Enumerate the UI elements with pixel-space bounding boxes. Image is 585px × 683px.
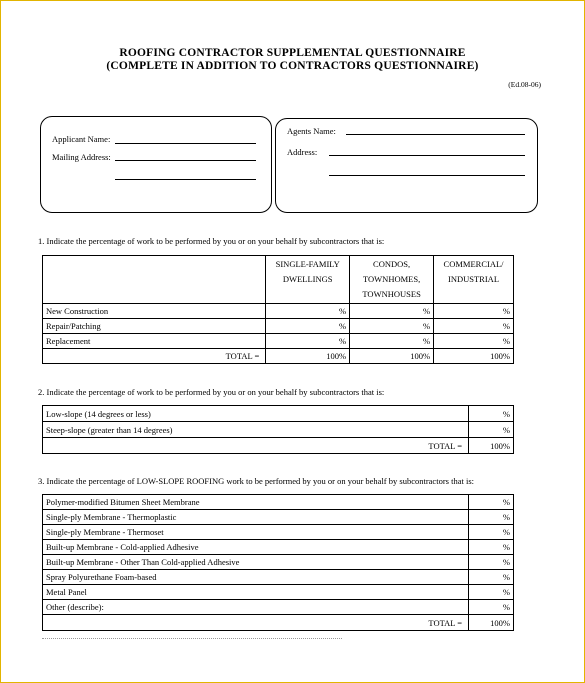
percent-input[interactable]: % <box>350 319 434 334</box>
agents-name-label: Agents Name: <box>287 126 336 136</box>
question-3-table <box>42 494 514 631</box>
table-row <box>43 304 514 319</box>
question-1-text: 1. Indicate the percentage of work to be performed by you or on your behalf by subcontractors that is: <box>38 236 385 246</box>
agent-box <box>275 118 538 213</box>
mailing-address-field-1[interactable] <box>115 160 256 161</box>
agent-address-label: Address: <box>287 147 318 157</box>
total-value: 100% <box>350 349 434 364</box>
total-value: 100% <box>469 438 514 454</box>
edition-label: (Ed.08-06) <box>508 80 541 89</box>
question-1-table <box>42 255 514 364</box>
total-label: TOTAL = <box>43 349 266 364</box>
percent-input[interactable]: % <box>434 304 514 319</box>
percent-input[interactable]: % <box>469 525 514 540</box>
row-label: Metal Panel <box>43 585 469 600</box>
percent-input[interactable]: % <box>469 600 514 615</box>
agents-name-field[interactable] <box>346 134 525 135</box>
table-row <box>43 334 514 349</box>
percent-input[interactable]: % <box>469 406 514 422</box>
row-label: Single-ply Membrane - Thermoplastic <box>43 510 469 525</box>
row-label: Steep-slope (greater than 14 degrees) <box>43 422 469 438</box>
q1-col-commercial <box>434 256 514 304</box>
table-row <box>43 585 514 600</box>
q1-header-blank <box>43 256 266 304</box>
percent-input[interactable]: % <box>266 319 350 334</box>
total-row <box>43 615 514 631</box>
q1-col-condos <box>350 256 434 304</box>
percent-input[interactable]: % <box>469 570 514 585</box>
row-label: Low-slope (14 degrees or less) <box>43 406 469 422</box>
form-subtitle: (COMPLETE IN ADDITION TO CONTRACTORS QUESTIONNAIRE) <box>106 60 479 72</box>
table-row <box>43 495 514 510</box>
total-value: 100% <box>469 615 514 631</box>
row-label: Single-ply Membrane - Thermoset <box>43 525 469 540</box>
q1-col-commercial-line1: COMMERCIAL/ <box>443 259 504 269</box>
row-label: Built-up Membrane - Other Than Cold-applied Adhesive <box>43 555 469 570</box>
row-label: Built-up Membrane - Cold-applied Adhesive <box>43 540 469 555</box>
percent-input[interactable]: % <box>469 585 514 600</box>
row-label: Spray Polyurethane Foam-based <box>43 570 469 585</box>
row-label: Other (describe): <box>43 600 469 615</box>
mailing-address-field-2[interactable] <box>115 179 256 180</box>
percent-input[interactable]: % <box>434 334 514 349</box>
q1-col-condos-line3: TOWNHOUSES <box>362 289 421 299</box>
table-row <box>43 510 514 525</box>
percent-input[interactable]: % <box>350 334 434 349</box>
row-label: New Construction <box>43 304 266 319</box>
total-row <box>43 349 514 364</box>
total-row <box>43 438 514 454</box>
agent-address-field-1[interactable] <box>329 155 525 156</box>
form-title: ROOFING CONTRACTOR SUPPLEMENTAL QUESTIONNAIRE <box>119 47 466 59</box>
percent-input[interactable]: % <box>350 304 434 319</box>
percent-input[interactable]: % <box>469 510 514 525</box>
percent-input[interactable]: % <box>266 334 350 349</box>
table-row <box>43 555 514 570</box>
applicant-box <box>40 116 272 213</box>
table-row <box>43 540 514 555</box>
question-2-table <box>42 405 514 454</box>
agent-address-field-2[interactable] <box>329 175 525 176</box>
percent-input[interactable]: % <box>469 495 514 510</box>
total-label: TOTAL = <box>43 615 469 631</box>
total-label: TOTAL = <box>43 438 469 454</box>
mailing-address-label: Mailing Address: <box>52 152 111 162</box>
q1-col-single-family <box>266 256 350 304</box>
page-cut-edge <box>42 638 342 643</box>
row-label: Repair/Patching <box>43 319 266 334</box>
table-row <box>43 570 514 585</box>
table-row <box>43 525 514 540</box>
row-label: Polymer-modified Bitumen Sheet Membrane <box>43 495 469 510</box>
q1-col-condos-line1: CONDOS, <box>373 259 411 269</box>
percent-input[interactable]: % <box>469 422 514 438</box>
total-value: 100% <box>266 349 350 364</box>
total-value: 100% <box>434 349 514 364</box>
q1-col-single-family-line1: SINGLE-FAMILY <box>275 259 340 269</box>
table-row <box>43 600 514 615</box>
percent-input[interactable]: % <box>266 304 350 319</box>
table-row <box>43 422 514 438</box>
q1-col-condos-line2: TOWNHOMES, <box>362 274 421 284</box>
question-2-text: 2. Indicate the percentage of work to be performed by you or on your behalf by subcontractors that is: <box>38 387 385 397</box>
applicant-name-label: Applicant Name: <box>52 134 111 144</box>
table-row <box>43 319 514 334</box>
applicant-name-field[interactable] <box>115 143 256 144</box>
percent-input[interactable]: % <box>469 540 514 555</box>
row-label: Replacement <box>43 334 266 349</box>
q1-col-single-family-line2: DWELLINGS <box>282 274 333 284</box>
table-row <box>43 406 514 422</box>
percent-input[interactable]: % <box>469 555 514 570</box>
question-3-text: 3. Indicate the percentage of LOW-SLOPE ROOFING work to be performed by you or on your behalf by subcontractors that is: <box>38 476 474 486</box>
q1-col-commercial-line2: INDUSTRIAL <box>448 274 500 284</box>
percent-input[interactable]: % <box>434 319 514 334</box>
